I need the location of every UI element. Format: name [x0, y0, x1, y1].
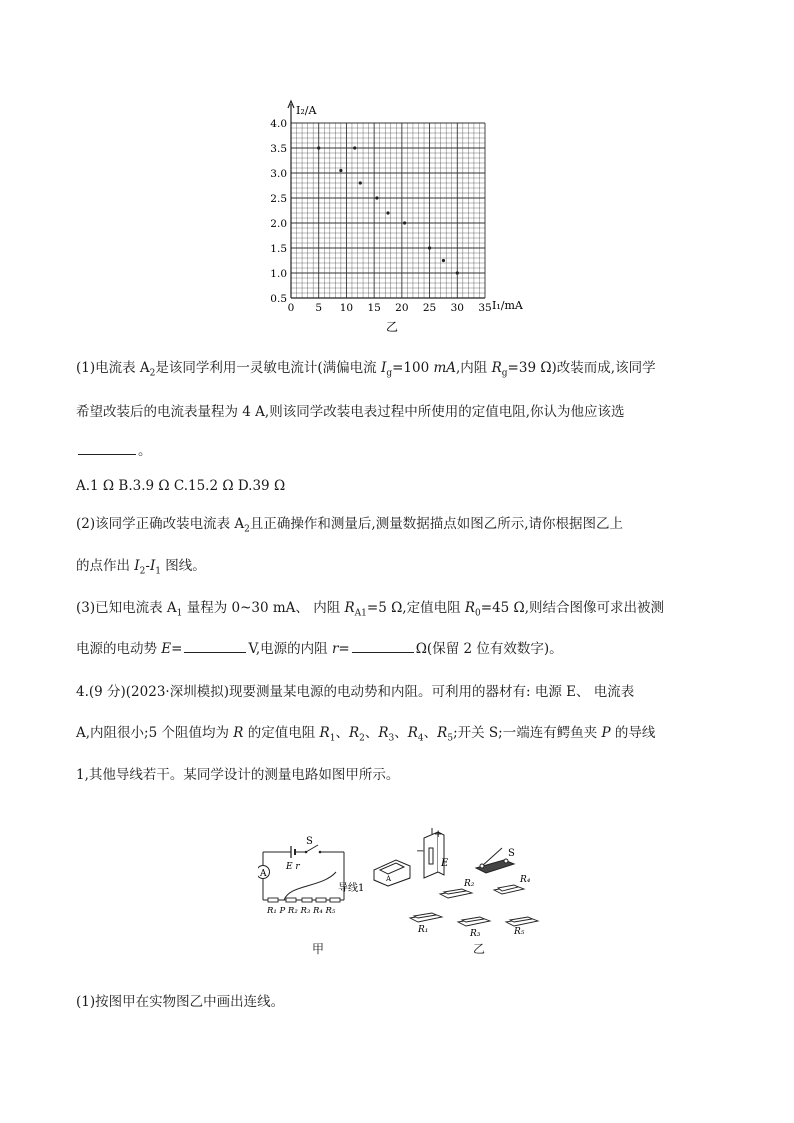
q1-line2: 希望改装后的电流表量程为 4 A,则该同学改装电表过程中所使用的定值电阻,你认为他应该选 [76, 404, 625, 420]
q1-answer-line: 。 [76, 440, 152, 461]
x-tick-label: 20 [395, 302, 409, 314]
y-tick-label: 3.0 [270, 168, 287, 180]
ammeter-device-icon [374, 860, 410, 886]
r3-label: R₃ [470, 929, 481, 939]
ammeter-device-label: A [386, 875, 392, 883]
battery-plus: + [434, 829, 443, 840]
y-tick-label: 0.5 [270, 293, 287, 305]
q3-line2: 电源的电动势 E= V,电源的内阻 r= Ω(保留 2 位有效数字)。 [76, 638, 563, 659]
source-label: E r [286, 862, 300, 872]
y-tick-label: 2.0 [270, 218, 287, 230]
data-point [353, 146, 356, 149]
x-tick-label: 10 [339, 302, 354, 314]
data-point [375, 196, 378, 199]
data-point [428, 246, 431, 249]
data-point [403, 221, 406, 224]
y-tick-label: 2.5 [270, 193, 287, 205]
graph-i2-i1 [0, 0, 794, 340]
q4-line2: A,内阻很小;5 个阻值均为 R 的定值电阻 $R_1$、$R_2$、$R_3$、$R_4$、$R_5$;开关 S;一端连有鳄鱼夹 P 的导线 [76, 725, 656, 744]
q1-options: A.1 Ω B.3.9 Ω C.15.2 Ω D.39 Ω [76, 478, 286, 494]
data-point [456, 271, 459, 274]
data-point [339, 169, 342, 172]
y-tick-label: 1.5 [270, 243, 287, 255]
resistor-r4-icon [494, 885, 524, 894]
q1-line1: (1)电流表 $A_2$是该同学利用一灵敏电流计(满偏电流 $I_g=100$ mA,内阻 $R_g=39$ Ω)改装而成,该同学 [76, 360, 656, 379]
battery-minus: − [416, 846, 425, 857]
data-point [442, 259, 445, 262]
resistor-r5-icon [506, 917, 538, 926]
apparatus-caption: 乙 [473, 942, 486, 956]
switch-device-label: S [508, 848, 515, 859]
wire-label: 导线1 [338, 883, 365, 894]
data-point [359, 181, 362, 184]
x-tick-label: 5 [315, 302, 323, 314]
physical-apparatus [372, 826, 552, 944]
q3-line1: (3)已知电流表 $A_1$ 量程为 0~30 mA、 内阻 $R_{A1}=5$ Ω,定值电阻 $R_0=45$ Ω,则结合图像可求出被测 [76, 600, 665, 619]
y-tick-label: 4.0 [270, 118, 287, 130]
circuit-caption: 甲 [312, 942, 325, 956]
r1-label: R₁ [418, 925, 429, 935]
y-tick-label: 1.0 [270, 268, 287, 280]
data-point [386, 211, 389, 214]
y-axis-label: I₂/A [296, 104, 317, 117]
resistor-r1-icon [410, 913, 442, 922]
x-tick-label: 0 [287, 302, 295, 314]
r5-label: R₅ [514, 927, 525, 937]
r4-label: R₄ [520, 875, 531, 885]
answer-blank-r[interactable] [352, 638, 414, 653]
r2-label: R₂ [464, 879, 475, 889]
answer-blank-e[interactable] [184, 638, 246, 653]
circuit-diagram [258, 836, 378, 916]
y-tick-label: 3.5 [270, 143, 287, 155]
x-tick-label: 35 [478, 302, 492, 314]
resistor-r3-icon [458, 917, 490, 926]
ammeter-label: A [260, 869, 267, 879]
switch-label: S [306, 836, 313, 847]
battery-label: E [441, 858, 449, 869]
answer-blank-1[interactable] [78, 440, 136, 455]
resistor-labels: R₁ P R₂ R₃ R₄ R₅ [267, 906, 336, 916]
x-tick-label: 15 [367, 302, 381, 314]
x-tick-label: 30 [450, 302, 464, 314]
q4-line3: 1,其他导线若干。某同学设计的测量电路如图甲所示。 [76, 767, 400, 783]
resistor-r2-icon [440, 889, 472, 898]
graph-caption: 乙 [386, 320, 399, 334]
q2-line2: 的点作出 $I_2-I_1$ 图线。 [76, 558, 206, 577]
x-axis-label: I₁/mA [492, 299, 523, 312]
q2-line1: (2)该同学正确改装电流表 $A_2$且正确操作和测量后,测量数据描点如图乙所示,请你根据图乙上 [76, 516, 623, 535]
q4-sub1: (1)按图甲在实物图乙中画出连线。 [76, 994, 285, 1010]
q4-line1: 4.(9 分)(2023·深圳模拟)现要测量某电源的电动势和内阻。可利用的器材有: 电源 E、 电流表 [76, 684, 635, 700]
data-point [317, 146, 320, 149]
x-tick-label: 25 [422, 302, 437, 314]
